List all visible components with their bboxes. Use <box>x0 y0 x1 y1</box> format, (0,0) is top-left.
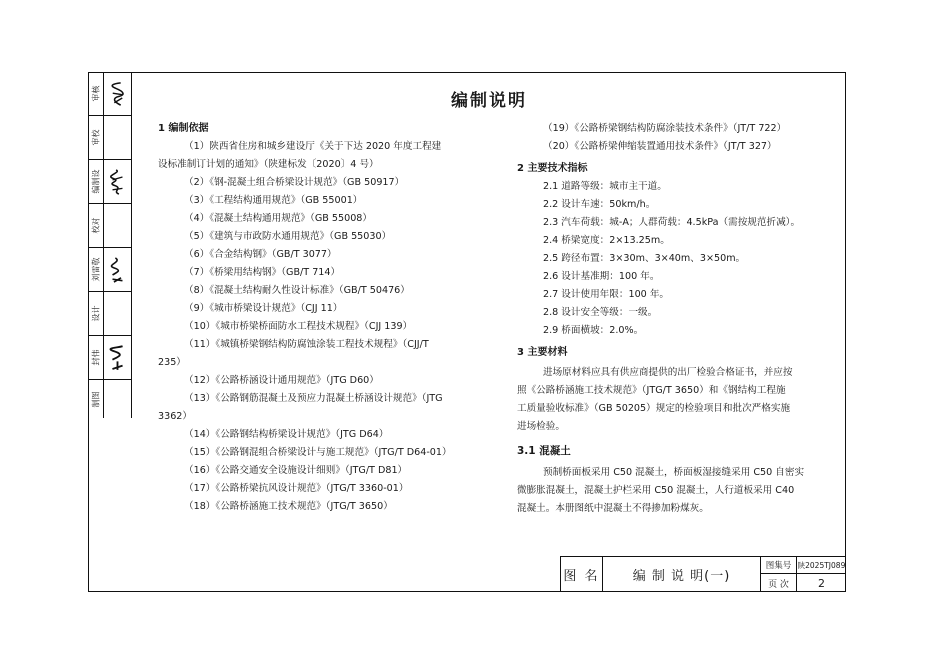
strip-label: 封伟 <box>91 349 100 366</box>
list-item: （16）《公路交通安全设施设计细则》（JTG/T D81） <box>184 465 408 476</box>
spec-item: 2.3 汽车荷载：城-A；人群荷载：4.5kPa（需按规范折减）。 <box>543 217 801 228</box>
strip-label: 编制设 <box>91 169 100 194</box>
strip-cell-review <box>88 72 131 116</box>
strip-cell-design <box>88 292 131 336</box>
list-item: （15）《公路钢混组合桥梁设计与施工规范》（JTG/T D64-01） <box>184 447 452 458</box>
list-item: （10）《城市桥梁桥面防水工程技术规程》（CJJ 139） <box>184 321 413 332</box>
section-heading: 3 主要材料 <box>517 347 568 358</box>
list-item: （1）陕西省住房和城乡建设厅《关于下达 2020 年度工程建 <box>184 141 442 152</box>
spec-item: 2.8 设计安全等级：一级。 <box>543 307 658 318</box>
signature-strip <box>88 72 132 418</box>
drawing-name-label: 图 名 <box>561 557 603 592</box>
section-heading: 2 主要技术指标 <box>517 163 588 174</box>
list-item: （2）《钢-混凝土组合桥梁设计规范》（GB 50917） <box>184 177 405 188</box>
list-item: （18）《公路桥涵施工技术规范》（JTG/T 3650） <box>184 501 393 512</box>
paragraph-line: 预制桥面板采用 C50 混凝土，桥面板湿接缝采用 C50 自密实 <box>543 467 805 478</box>
list-item-continued: 235） <box>158 357 186 368</box>
paragraph-line: 进场原材料应具有供应商提供的出厂检验合格证书，并应按 <box>543 367 793 378</box>
spec-item: 2.9 桥面横坡：2.0%。 <box>543 325 644 336</box>
signature-image <box>104 248 131 291</box>
strip-label: 制图 <box>91 391 100 407</box>
spec-item: 2.4 桥梁宽度：2×13.25m。 <box>543 235 670 246</box>
strip-cell-draw <box>88 380 131 418</box>
strip-cell-liu <box>88 248 131 292</box>
spec-item: 2.7 设计使用年限：100 年。 <box>543 289 670 300</box>
section-heading: 1 编制依据 <box>158 123 209 134</box>
page-number-value: 2 <box>818 576 825 590</box>
strip-label: 审核 <box>91 85 100 102</box>
list-item: （5）《建筑与市政防水通用规范》（GB 55030） <box>184 231 392 242</box>
page-number-label: 页 次 <box>761 574 797 592</box>
atlas-number-label: 图集号 <box>761 557 797 574</box>
title-block <box>560 556 846 592</box>
list-item: （13）《公路钢筋混凝土及预应力混凝土桥涵设计规范》（JTG <box>184 393 443 404</box>
paragraph-line: 照《公路桥涵施工技术规范》（JTG/T 3650）和《钢结构工程施 <box>517 385 786 396</box>
left-column <box>158 120 493 516</box>
list-item: （19）《公路桥梁钢结构防腐涂装技术条件》（JT/T 722） <box>543 123 787 134</box>
spec-item: 2.1 道路等级：城市主干道。 <box>543 181 667 192</box>
list-item: （9）《城市桥梁设计规范》（CJJ 11） <box>184 303 343 314</box>
spec-item: 2.6 设计基准期：100 年。 <box>543 271 660 282</box>
list-item: （3）《工程结构通用规范》（GB 55001） <box>184 195 363 206</box>
list-item: （12）《公路桥涵设计通用规范》（JTG D60） <box>184 375 379 386</box>
subsection-heading: 3.1 混凝土 <box>517 445 571 457</box>
strip-label: 审校 <box>91 129 100 146</box>
list-item: （20）《公路桥梁伸缩装置通用技术条件》（JT/T 327） <box>543 141 777 152</box>
strip-cell-feng <box>88 336 131 380</box>
strip-label: 校对 <box>91 217 100 234</box>
paragraph-line: 微膨胀混凝土，混凝土护栏采用 C50 混凝土，人行道板采用 C40 <box>517 485 795 496</box>
list-item: （7）《桥梁用结构钢》（GB/T 714） <box>184 267 341 278</box>
paragraph-line: 混凝土。本册图纸中混凝土不得掺加粉煤灰。 <box>517 503 709 514</box>
signature-image <box>104 160 131 203</box>
list-item: （8）《混凝土结构耐久性设计标准》（GB/T 50476） <box>184 285 410 296</box>
list-item: （4）《混凝土结构通用规范》（GB 55008） <box>184 213 372 224</box>
right-column <box>517 120 835 518</box>
page-title: 编制说明 <box>451 91 527 111</box>
strip-label: 设计 <box>91 305 100 322</box>
strip-cell-compile <box>88 160 131 204</box>
paragraph-line: 进场检验。 <box>517 421 565 432</box>
paragraph-line: 工质量验收标准》（GB 50205）规定的检验项目和批次严格实施 <box>517 403 791 414</box>
list-item: （11）《城镇桥梁钢结构防腐蚀涂装工程技术规程》（CJJ/T <box>184 339 429 350</box>
atlas-number-value: 陕2025TJ089 <box>797 557 846 574</box>
strip-label: 刘雷敬 <box>91 257 100 282</box>
list-item: （6）《合金结构钢》（GB/T 3077） <box>184 249 337 260</box>
spec-item: 2.5 跨径布置：3×30m、3×40m、3×50m。 <box>543 253 746 264</box>
spec-item: 2.2 设计车速：50km/h。 <box>543 199 656 210</box>
list-item-continued: 设标准制订计划的通知》（陕建标发〔2020〕4 号） <box>158 159 379 170</box>
signature-image <box>104 72 131 115</box>
drawing-name-value: 编 制 说 明(一) <box>603 557 761 592</box>
signature-image <box>104 336 131 379</box>
strip-cell-proof <box>88 204 131 248</box>
list-item: （17）《公路桥梁抗风设计规范》（JTG/T 3360-01） <box>184 483 409 494</box>
strip-cell-audit <box>88 116 131 160</box>
list-item-continued: 3362） <box>158 411 193 422</box>
list-item: （14）《公路钢结构桥梁设计规范》（JTG D64） <box>184 429 389 440</box>
